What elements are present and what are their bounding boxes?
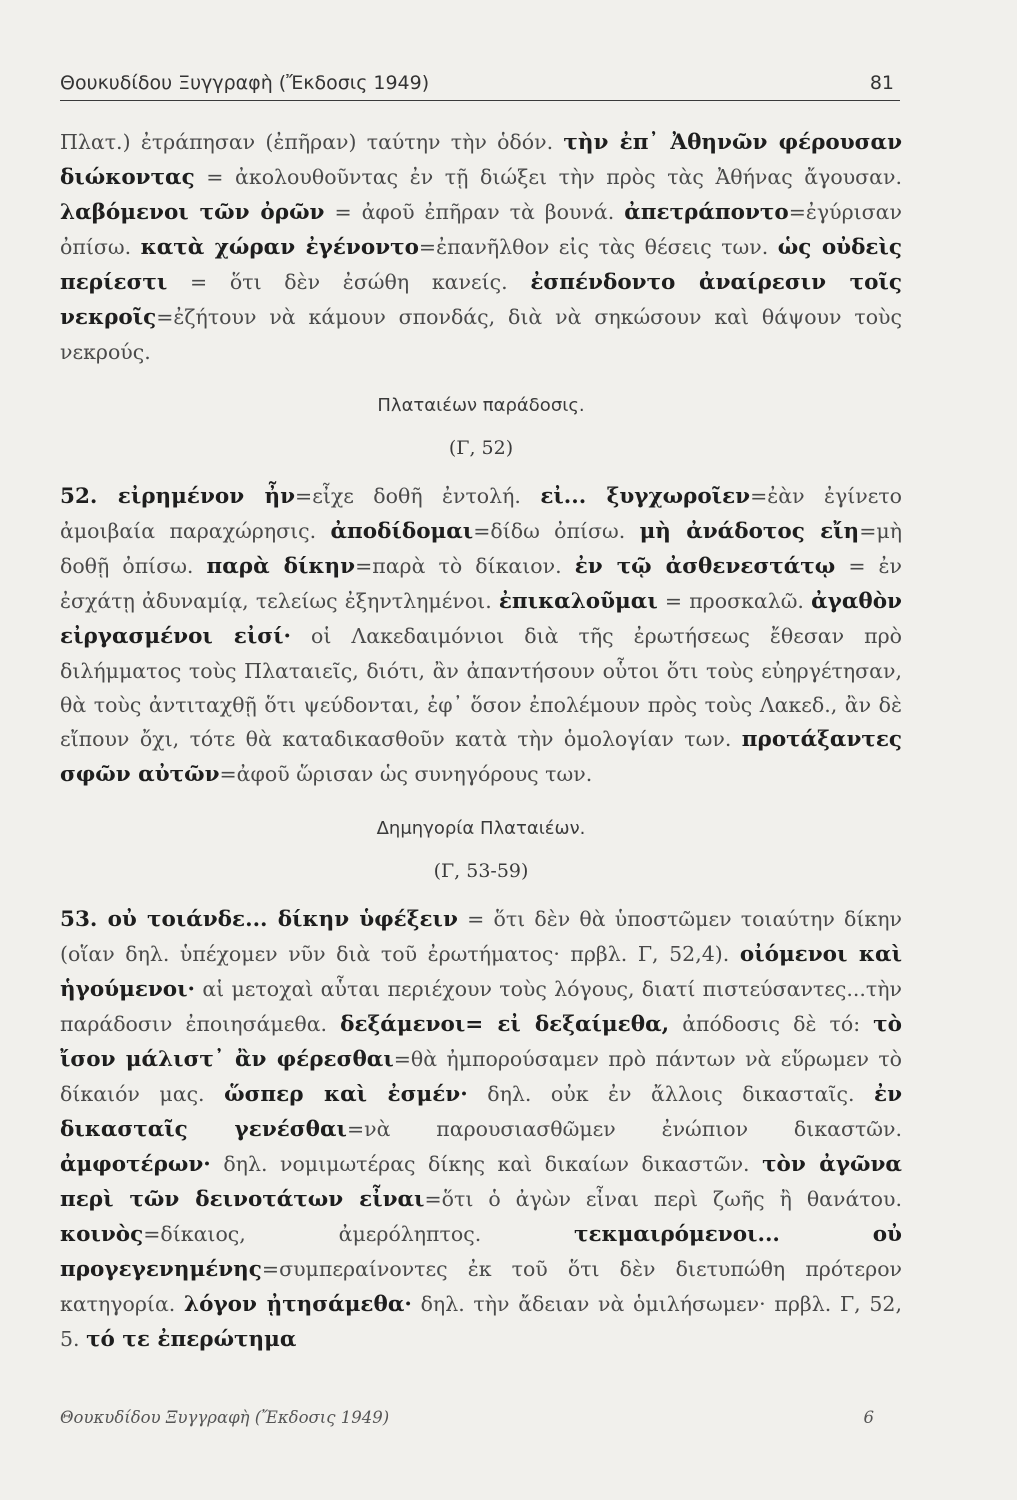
lemma: οὐ προγεγενημένης (60, 1222, 902, 1282)
lemma: τὸ ἴσον μάλιστ᾽ ἂν φέρεσθαι (60, 1012, 902, 1072)
lemma: προτάξαντες σφῶν αὐτῶν (60, 727, 902, 787)
running-header (60, 70, 900, 101)
lemma: ὡς οὐδεὶς περίεστι (60, 235, 902, 295)
text-segment: = ὅτι δὲν θὰ ὑποστῶμεν τοιαύτην δίκην (οἵαν δηλ. ὑπέχομεν νῦν διὰ τοῦ ἐρωτήματος· πρβλ. Γ, 52,4). (60, 907, 902, 966)
text-segment: αἱ μετοχαὶ αὗται περιέχουν τοὺς λόγους, διατί πιστεύσαντες...τὴν παράδοσιν ἐποιησάμεθα. (60, 977, 902, 1036)
text-segment: =ὅτι ὁ ἀγὼν εἶναι περὶ ζωῆς ἢ θανάτου. (424, 1187, 902, 1211)
lemma: λαβόμενοι τῶν ὀρῶν (60, 200, 325, 225)
text-segment: =μὴ δοθῇ ὀπίσω. (60, 519, 902, 578)
intro-paragraph (60, 125, 902, 369)
page-body (60, 125, 902, 1357)
paragraph-53 (60, 902, 902, 1357)
lemma: δεξάμενοι= εἰ δεξαίμεθα, (340, 1012, 670, 1037)
text-segment: =θὰ ἠμπορούσαμεν πρὸ πάντων νὰ εὕρωμεν τὸ δίκαιόν μας. (60, 1047, 902, 1106)
text-segment: = προσκαλῶ. (664, 589, 804, 613)
text-segment: =ἐπανῆλθον εἰς τὰς θέσεις των. (418, 235, 769, 259)
lemma: μὴ ἀνάδοτος εἴη (639, 519, 860, 544)
lemma: εἰ... ξυγχωροῖεν (540, 484, 751, 509)
lemma: ἀποδίδομαι (330, 519, 474, 544)
lemma: ἐν τῷ ἀσθενεστάτῳ (574, 554, 836, 579)
text-segment: ἀπόδοσις δὲ τό: (682, 1012, 861, 1036)
section-subtitle: Δημηγορία Πλαταιέων. (376, 818, 586, 839)
lemma: τὸν ἀγῶνα περὶ τῶν δεινοτάτων εἶναι (60, 1152, 902, 1212)
text-segment: = ὅτι δὲν ἐσώθη κανείς. (190, 270, 508, 294)
text-segment: δηλ. νομιμωτέρας δίκης καὶ δικαίων δικαστῶν. (223, 1152, 750, 1176)
section-reference: (Γ, 53-59) (433, 860, 529, 882)
text-segment: οἱ Λακεδαιμόνιοι διὰ τῆς ἐρωτήσεως ἔθεσαν πρὸ διλήμματος τοὺς Πλαταιεῖς, διότι, ἂν ἀπαντήσουν οὗτοι ὅτι τοὺς εὐηργέτησαν, θὰ τοὺς ἀντιταχθῇ ὅτι ψεύδονται, ἐφ᾽ ὅσον ἐπολέμουν πρὸς τοὺς Λακεδ., ἂν δὲ εἴπουν ὄχι, τότε θὰ καταδικασθοῦν κατὰ τὴν ὁμολογίαν των. (60, 624, 902, 751)
page-footer (60, 1408, 880, 1438)
lemma: τό τε ἐπερώτημα (86, 1327, 297, 1352)
text-segment: =ἐζήτουν νὰ κάμουν σπονδάς, διὰ νὰ σηκώσουν καὶ θάψουν τοὺς νεκρούς. (60, 305, 902, 364)
section-subtitle: Πλαταιέων παράδοσις. (377, 395, 585, 416)
lemma: ἀπετράποντο (624, 200, 789, 225)
text-segment: =παρὰ τὸ δίκαιον. (355, 554, 562, 578)
lemma: 52. εἰρημένον ἦν (60, 484, 296, 509)
page-number: 81 (869, 72, 894, 94)
lemma: τὴν ἐπ᾽ Ἀθηνῶν φέρουσαν διώκοντας (60, 130, 902, 190)
lemma: λόγον ᾐτησάμεθα· (184, 1292, 412, 1317)
text-segment: =εἶχε δοθῆ ἐντολή. (295, 484, 521, 508)
section-reference: (Γ, 52) (448, 437, 514, 459)
lemma: κοινὸς (60, 1222, 144, 1247)
text-segment: δηλ. τὴν ἄδειαν νὰ ὁμιλήσωμεν· πρβλ. Γ, 52, 5. (60, 1292, 902, 1351)
text-segment: =συμπεραίνοντες ἐκ τοῦ ὅτι δὲν διετυπώθη πρότερον κατηγορία. (60, 1257, 902, 1316)
text-segment: = ἀκολουθοῦντας ἐν τῇ διώξει τὴν πρὸς τὰς Ἀθήνας ἄγουσαν. (206, 165, 902, 189)
text-segment: δηλ. οὐκ ἐν ἄλλοις δικασταῖς. (487, 1082, 855, 1106)
lemma: ἐσπένδοντο ἀναίρεσιν τοῖς νεκροῖς (60, 270, 902, 330)
lemma: τεκμαιρόμενοι... (574, 1222, 780, 1247)
paragraph-52 (60, 479, 902, 792)
lemma: 53. οὐ τοιάνδε... δίκην ὑφέξειν (60, 907, 458, 932)
lemma: ἀγαθὸν εἰργασμένοι εἰσί· (60, 589, 902, 649)
text-segment: =δίδω ὀπίσω. (473, 519, 626, 543)
text-segment: = ἀφοῦ ἐπῆραν τὰ βουνά. (334, 200, 615, 224)
text-segment: =ἀφοῦ ὥρισαν ὡς συνηγόρους των. (219, 762, 593, 786)
footer-title: Θουκυδίδου Ξυγγραφὴ (Ἔκδοσις 1949) (60, 1408, 390, 1427)
lemma: ὥσπερ καὶ ἐσμέν· (224, 1082, 468, 1107)
signature-mark: 6 (863, 1408, 874, 1427)
lemma: παρὰ δίκην (206, 554, 356, 579)
lemma: ἀμφοτέρων· (60, 1152, 211, 1177)
text-segment: =ἐὰν ἐγίνετο ἀμοιβαία παραχώρησις. (60, 484, 903, 543)
text-segment: = ἐν ἐσχάτῃ ἀδυναμίᾳ, τελείως ἐξηντλημένοι. (60, 554, 902, 613)
text-segment: Πλατ.) ἐτράπησαν (ἐπῆραν) ταύτην τὴν ὁδόν. (60, 130, 554, 154)
text-segment: =νὰ παρουσιασθῶμεν ἐνώπιον δικαστῶν. (346, 1117, 902, 1141)
text-segment: =ἐγύρισαν ὀπίσω. (60, 200, 902, 259)
text-segment: =δίκαιος, ἀμερόληπτος. (143, 1222, 482, 1246)
lemma: κατὰ χώραν ἐγένοντο (140, 235, 419, 260)
lemma: οἰόμενοι καὶ ἡγούμενοι· (60, 942, 902, 1002)
lemma: ἐπικαλοῦμαι (498, 589, 658, 614)
lemma: ἐν δικασταῖς γενέσθαι (60, 1082, 902, 1142)
header-title: Θουκυδίδου Ξυγγραφὴ (Ἔκδοσις 1949) (60, 72, 430, 94)
